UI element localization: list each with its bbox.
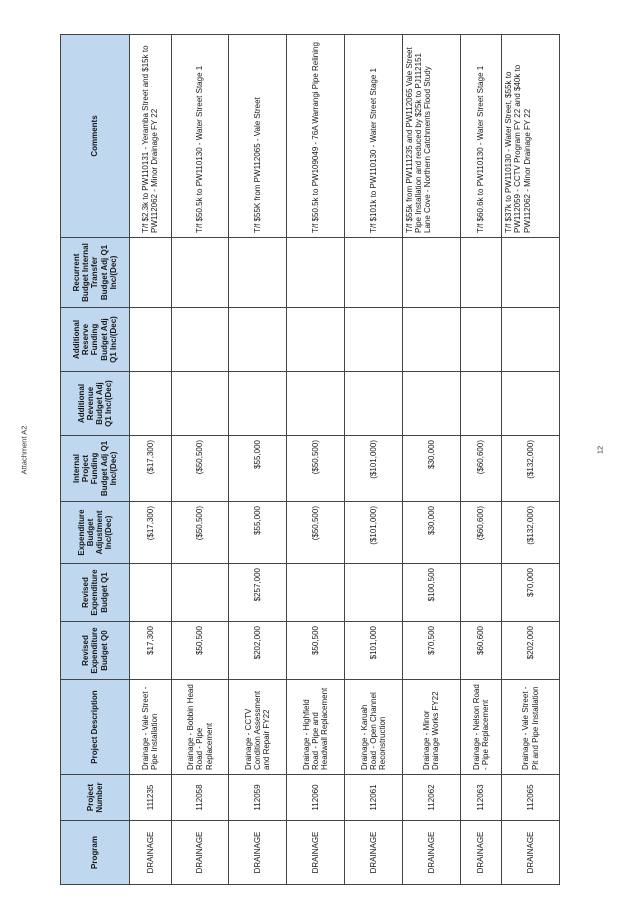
header-budget-q1: Revised Expenditure Budget Q1 — [61, 564, 130, 622]
cell-revenue — [229, 372, 287, 436]
cell-project-number: 112065 — [502, 775, 560, 821]
cell-recurrent — [130, 238, 172, 308]
cell-q1 — [287, 564, 345, 622]
header-budget-adjustment: Expenditure Budget Adjustment Inc/(Dec) — [61, 502, 130, 564]
cell-program: DRAINAGE — [502, 821, 560, 885]
cell-adjustment: ($132,000) — [502, 502, 560, 564]
cell-internal: $55,000 — [229, 436, 287, 502]
cell-program: DRAINAGE — [287, 821, 345, 885]
cell-description: Drainage - Vale Street - Pipe Installation — [130, 680, 172, 775]
attachment-label: Attachment A2 — [19, 425, 29, 475]
cell-description: Drainage - Highfield Road - Pipe and Headwall Replacement — [287, 680, 345, 775]
cell-comments: T/f $60.6k to PW110130 - Water Street Stage 1 — [460, 35, 502, 238]
cell-q0: $50,500 — [287, 622, 345, 680]
cell-adjustment: ($50,500) — [287, 502, 345, 564]
cell-adjustment: ($101,000) — [344, 502, 402, 564]
cell-internal: ($60,600) — [460, 436, 502, 502]
cell-internal: ($17,300) — [130, 436, 172, 502]
cell-q0: $50,500 — [171, 622, 229, 680]
budget-table — [60, 34, 560, 885]
cell-reserve — [171, 308, 229, 372]
header-recurrent-transfer: Recurrent Budget Internal Transfer Budget Adj Q1 Inc/(Dec) — [61, 238, 130, 308]
cell-internal: ($132,000) — [502, 436, 560, 502]
cell-adjustment: $55,000 — [229, 502, 287, 564]
cell-recurrent — [460, 238, 502, 308]
cell-comments: T/f $55K from PW112065 - Vale Street — [229, 35, 287, 238]
cell-q1 — [460, 564, 502, 622]
table-row — [502, 35, 560, 885]
cell-q0: $60,600 — [460, 622, 502, 680]
cell-comments: T/f $37k to PW110130 - Water Street, $55k to PW112059 - CCTV Program FY 22 and $40k to PW112062 - Minor Drainage FY 22 — [502, 35, 560, 238]
cell-revenue — [402, 372, 460, 436]
cell-comments: T/f $50.5k to PW110130 - Water Street Stage 1 — [171, 35, 229, 238]
header-budget-q0: Revised Expenditure Budget Q0 — [61, 622, 130, 680]
table-header-row — [61, 35, 130, 885]
cell-description: Drainage - Karuah Road - Open Channel Reconstruction — [344, 680, 402, 775]
cell-project-number: 112063 — [460, 775, 502, 821]
table-row — [130, 35, 172, 885]
cell-internal: ($50,500) — [171, 436, 229, 502]
cell-project-number: 112062 — [402, 775, 460, 821]
cell-description: Drainage - Bobbin Head Road - Pipe Replacement — [171, 680, 229, 775]
cell-comments: T/f $50.5k to PW109049 - 76A Warrangi Pipe Relining — [287, 35, 345, 238]
cell-q1: $100,500 — [402, 564, 460, 622]
cell-reserve — [460, 308, 502, 372]
cell-project-number: 112061 — [344, 775, 402, 821]
cell-revenue — [130, 372, 172, 436]
header-internal-funding: Internal Project Funding Budget Adj Q1 Inc/(Dec) — [61, 436, 130, 502]
cell-revenue — [460, 372, 502, 436]
cell-program: DRAINAGE — [229, 821, 287, 885]
cell-program: DRAINAGE — [130, 821, 172, 885]
table-row — [344, 35, 402, 885]
cell-q1 — [130, 564, 172, 622]
cell-adjustment: ($50,500) — [171, 502, 229, 564]
cell-recurrent — [502, 238, 560, 308]
cell-internal: ($101,000) — [344, 436, 402, 502]
cell-q1: $70,000 — [502, 564, 560, 622]
cell-q0: $202,000 — [229, 622, 287, 680]
table-row — [402, 35, 460, 885]
cell-comments: T/f $55k from PW111235 and PW112065 Vale Street Pipe Installation and reduced by $25k to PJ112151 Lane Cove - Northern Catchments Flood Study — [402, 35, 460, 238]
cell-reserve — [287, 308, 345, 372]
cell-description: Drainage - Vale Street - Pit and Pipe Installation — [502, 680, 560, 775]
cell-recurrent — [344, 238, 402, 308]
header-additional-reserve: Additional Reserve Funding Budget Adj Q1 Inc/(Dec) — [61, 308, 130, 372]
cell-program: DRAINAGE — [344, 821, 402, 885]
cell-description: Drainage - Minor Drainage Works FY22 — [402, 680, 460, 775]
cell-q0: $17,300 — [130, 622, 172, 680]
cell-internal: $30,000 — [402, 436, 460, 502]
cell-revenue — [344, 372, 402, 436]
cell-q0: $202,000 — [502, 622, 560, 680]
cell-internal: ($50,500) — [287, 436, 345, 502]
cell-recurrent — [171, 238, 229, 308]
cell-project-number: 112059 — [229, 775, 287, 821]
cell-recurrent — [287, 238, 345, 308]
page-number: 12 — [595, 445, 605, 455]
cell-q1: $257,000 — [229, 564, 287, 622]
cell-program: DRAINAGE — [460, 821, 502, 885]
cell-reserve — [344, 308, 402, 372]
cell-program: DRAINAGE — [171, 821, 229, 885]
cell-reserve — [130, 308, 172, 372]
header-additional-revenue: Additional Revenue Budget Adj Q1 Inc/(Dec) — [61, 372, 130, 436]
cell-q0: $70,500 — [402, 622, 460, 680]
cell-adjustment: ($17,300) — [130, 502, 172, 564]
cell-adjustment: ($60,600) — [460, 502, 502, 564]
cell-q0: $101,000 — [344, 622, 402, 680]
header-program: Program — [61, 821, 130, 885]
header-project-number: Project Number — [61, 775, 130, 821]
cell-revenue — [171, 372, 229, 436]
cell-q1 — [344, 564, 402, 622]
cell-adjustment: $30,000 — [402, 502, 460, 564]
cell-project-number: 112060 — [287, 775, 345, 821]
cell-reserve — [502, 308, 560, 372]
cell-description: Drainage - Nelson Road - Pipe Replacement — [460, 680, 502, 775]
table-row — [171, 35, 229, 885]
header-comments: Comments — [61, 35, 130, 238]
table-row — [229, 35, 287, 885]
cell-recurrent — [402, 238, 460, 308]
cell-project-number: 111235 — [130, 775, 172, 821]
table-row — [287, 35, 345, 885]
header-project-description: Project Description — [61, 680, 130, 775]
cell-comments: T/f $101k to PW110130 - Water Street Stage 1 — [344, 35, 402, 238]
cell-description: Drainage - CCTV Condition Assessment and Repair FY22 — [229, 680, 287, 775]
cell-project-number: 112058 — [171, 775, 229, 821]
cell-reserve — [402, 308, 460, 372]
cell-revenue — [502, 372, 560, 436]
cell-q1 — [171, 564, 229, 622]
cell-comments: T/f $2.3k to PW110131 - Yeramba Street and $15k to PW112062 - Minor Drainage FY 22 — [130, 35, 172, 238]
budget-table-container — [60, 35, 560, 885]
cell-program: DRAINAGE — [402, 821, 460, 885]
cell-recurrent — [229, 238, 287, 308]
cell-reserve — [229, 308, 287, 372]
table-row — [460, 35, 502, 885]
cell-revenue — [287, 372, 345, 436]
